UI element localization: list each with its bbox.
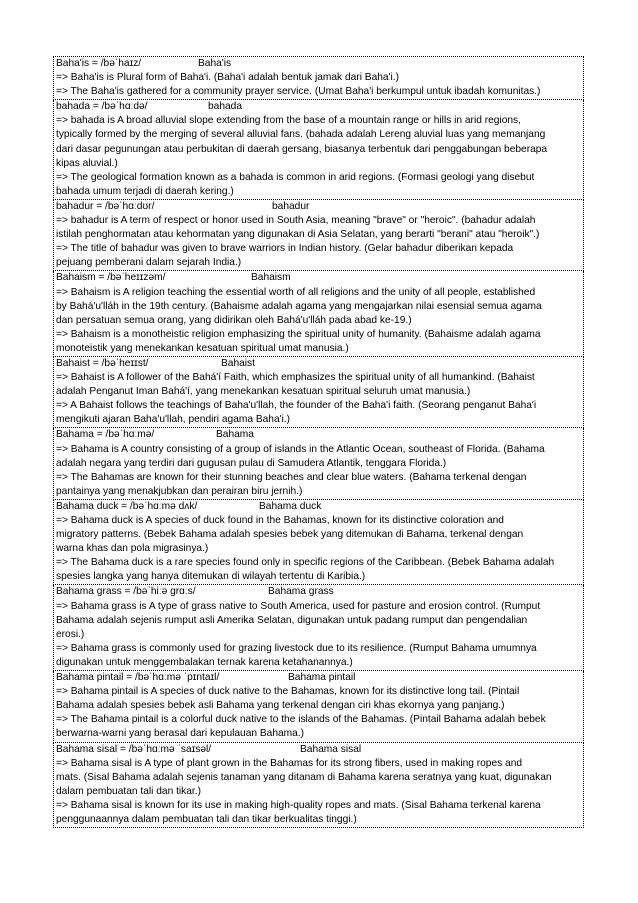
entry-header xyxy=(54,271,583,285)
definition-line: => Bahama grass is A type of grass native to South America, used for pasture and erosion control. (Rumput xyxy=(56,600,541,612)
definition-line: dalam pembuatan tali dan tikar.) xyxy=(56,785,201,797)
pronunciation-line: Bahama pintail = /bəˈhɑːmə ˈpɪntaɪl/ xyxy=(56,672,220,684)
dictionary-entry xyxy=(53,500,584,586)
pronunciation-line: bahadur = /bəˈhɑːdʊr/ xyxy=(56,200,155,212)
definition-line: => Baha'is is Plural form of Baha'i. (Baha'i adalah bentuk jamak dari Baha'i.) xyxy=(56,72,400,84)
definition-line: => Bahama sisal is known for its use in making high-quality ropes and mats. (Sisal Bahama terkenal karena xyxy=(56,799,541,811)
definition-line: mengikuti ajaran Baha'u'llah, pendiri agama Baha'i.) xyxy=(56,414,291,426)
dictionary-entry xyxy=(53,271,584,357)
headword: Bahama duck xyxy=(259,500,322,512)
definition-line: by Bahá'u'lláh in the 19th century. (Bahaisme adalah agama yang mengajarkan nilai esensial semua agama xyxy=(56,300,542,312)
definition-line: monoteistik yang menekankan kesatuan spiritual umat manusia.) xyxy=(56,342,349,354)
definition-line: istilah penghormatan atau kehormatan yang digunakan di Asia Selatan, yang berarti "berani" atau "heroik".) xyxy=(56,229,540,241)
definition-line: Bahama adalah sejenis rumput asli Amerika Selatan, digunakan untuk padang rumput dan pengendalian xyxy=(56,614,528,626)
definition-line: digunakan untuk menggembalakan ternak karena ketahanannya.) xyxy=(56,656,353,668)
headword: Bahaism xyxy=(251,272,291,284)
dictionary-entry xyxy=(53,585,584,671)
definition-line: => Bahama grass is commonly used for grazing livestock due to its resilience. (Rumput Bahama umumnya xyxy=(56,642,537,654)
definition-line: kipas aluvial.) xyxy=(56,157,118,169)
dictionary-entry xyxy=(53,428,584,499)
dictionary-entry xyxy=(53,357,584,428)
definition-line: => bahadur is A term of respect or honor used in South Asia, meaning "brave" or "heroic". (bahadur adalah xyxy=(56,215,536,227)
entry-header xyxy=(54,200,583,214)
dictionary-entry xyxy=(53,200,584,271)
definition-line: => The Bahama duck is a rare species found only in specific regions of the Caribbean. (Bebek Bahama adalah xyxy=(56,557,555,569)
entry-header xyxy=(54,357,583,371)
headword: bahadur xyxy=(272,200,310,212)
entry-header xyxy=(54,671,583,685)
pronunciation-line: bahada = /bəˈhɑːdə/ xyxy=(56,101,148,113)
definition-line: dari dasar pegunungan atau perbukitan di daerah gersang, biasanya terbentuk dari penggabungan beberapa xyxy=(56,143,548,155)
definition-line: => Bahama is A country consisting of a group of islands in the Atlantic Ocean, southeast of Florida. (Bahama xyxy=(56,443,545,455)
pronunciation-line: Bahama = /bəˈhɑːmə/ xyxy=(56,429,155,441)
headword: bahada xyxy=(208,101,242,113)
definition-line: => Bahaist is A follower of the Bahá'í Faith, which emphasizes the spiritual unity of all humankind. (Bahaist xyxy=(56,372,535,384)
definition-line: berwarna-warni yang berasal dari kepulauan Bahama.) xyxy=(56,728,305,740)
entry-header xyxy=(54,57,583,71)
definition-line: => Bahama pintail is A species of duck native to the Bahamas, known for its distinctive long tail. (Pintail xyxy=(56,686,520,698)
entry-header xyxy=(54,428,583,442)
definition-line: => The Baha'is gathered for a community prayer service. (Umat Baha'i berkumpul untuk ibadah komunitas.) xyxy=(56,86,541,98)
pronunciation-line: Baha'is = /bəˈhaɪz/ xyxy=(56,58,142,69)
definition-line: warna khas dan pola migrasinya.) xyxy=(56,543,209,555)
headword: Baha'is xyxy=(198,58,232,69)
definition-line: => The geological formation known as a bahada is common in arid regions. (Formasi geologi yang disebut xyxy=(56,171,535,183)
dictionary-entry xyxy=(53,671,584,742)
entry-header xyxy=(54,743,583,757)
definition-line: => A Bahaist follows the teachings of Baha'u'llah, the founder of the Baha'i faith. (Seorang penganut Baha'i xyxy=(56,400,537,412)
entry-header xyxy=(54,585,583,599)
pronunciation-line: Bahama duck = /bəˈhɑːmə dʌk/ xyxy=(56,500,198,512)
definition-line: Bahama adalah spesies bebek asli Bahama yang terkenal dengan ciri khas ekornya yang panjang.) xyxy=(56,700,505,712)
definition-line: typically formed by the merging of several alluvial fans. (bahada adalah Lereng aluvial luas yang memanjang xyxy=(56,129,546,141)
definition-line: bahada umum terjadi di daerah kering.) xyxy=(56,185,234,197)
definition-line: pejuang pemberani dalam sejarah India.) xyxy=(56,257,242,269)
definition-line: adalah negara yang terdiri dari gugusan pulau di Samudera Atlantik, tenggara Florida.) xyxy=(56,457,447,469)
definition-line: erosi.) xyxy=(56,628,85,640)
definition-line: pantainya yang menakjubkan dan perairan biru jernih.) xyxy=(56,485,303,497)
definition-line: => Bahama duck is A species of duck found in the Bahamas, known for its distinctive coloration and xyxy=(56,515,504,526)
definition-line: spesies langka yang hanya ditemukan di wilayah tertentu di Karibia.) xyxy=(56,571,366,583)
definition-line: => The title of bahadur was given to brave warriors in Indian history. (Gelar bahadur diberikan kepada xyxy=(56,243,514,255)
headword: Bahama grass xyxy=(268,586,334,598)
definition-line: => Bahaism is A religion teaching the essential worth of all religions and the unity of all people, established xyxy=(56,286,536,298)
dictionary-entry xyxy=(53,56,584,100)
definition-line: => Bahaism is a monotheistic religion emphasizing the spiritual unity of humanity. (Bahaisme adalah agama xyxy=(56,328,541,340)
headword: Bahama sisal xyxy=(300,743,362,755)
definition-line: adalah Penganut Iman Bahá'í, yang menekankan kesatuan spiritual seluruh umat manusia.) xyxy=(56,386,471,398)
entry-header xyxy=(54,500,583,514)
dictionary-entry xyxy=(53,743,584,829)
headword: Bahama pintail xyxy=(288,672,356,684)
definition-line: => The Bahama pintail is a colorful duck native to the islands of the Bahamas. (Pintail Bahama adalah bebek xyxy=(56,714,546,726)
pronunciation-line: Bahaist = /bəˈheɪɪst/ xyxy=(56,357,149,369)
dictionary-entry xyxy=(53,100,584,200)
entry-header xyxy=(54,100,583,114)
dictionary-page xyxy=(53,56,584,828)
definition-line: mats. (Sisal Bahama adalah sejenis tanaman yang ditanam di Bahama karena seratnya yang kuat, digunakan xyxy=(56,771,552,783)
pronunciation-line: Bahaism = /bəˈheɪɪzəm/ xyxy=(56,272,166,284)
definition-line: => The Bahamas are known for their stunning beaches and clear blue waters. (Bahama terkenal dengan xyxy=(56,471,527,483)
headword: Bahaist xyxy=(221,357,255,369)
definition-line: => bahada is A broad alluvial slope extending from the base of a mountain range or hills in arid regions, xyxy=(56,115,521,127)
pronunciation-line: Bahama grass = /bəˈhiːə grɑːs/ xyxy=(56,586,196,598)
definition-line: migratory patterns. (Bebek Bahama adalah spesies bebek yang ditemukan di Bahama, terkenal dengan xyxy=(56,529,524,541)
pronunciation-line: Bahama sisal = /bəˈhɑːmə ˈsaɪsəl/ xyxy=(56,743,212,755)
definition-line: penggunaannya dalam pembuatan tali dan tikar berkualitas tinggi.) xyxy=(56,813,357,825)
headword: Bahama xyxy=(216,429,254,441)
definition-line: dan persatuan semua orang, yang didirikan oleh Bahá'u'lláh pada abad ke-19.) xyxy=(56,314,412,326)
definition-line: => Bahama sisal is A type of plant grown in the Bahamas for its strong fibers, used in making ropes and xyxy=(56,757,523,769)
